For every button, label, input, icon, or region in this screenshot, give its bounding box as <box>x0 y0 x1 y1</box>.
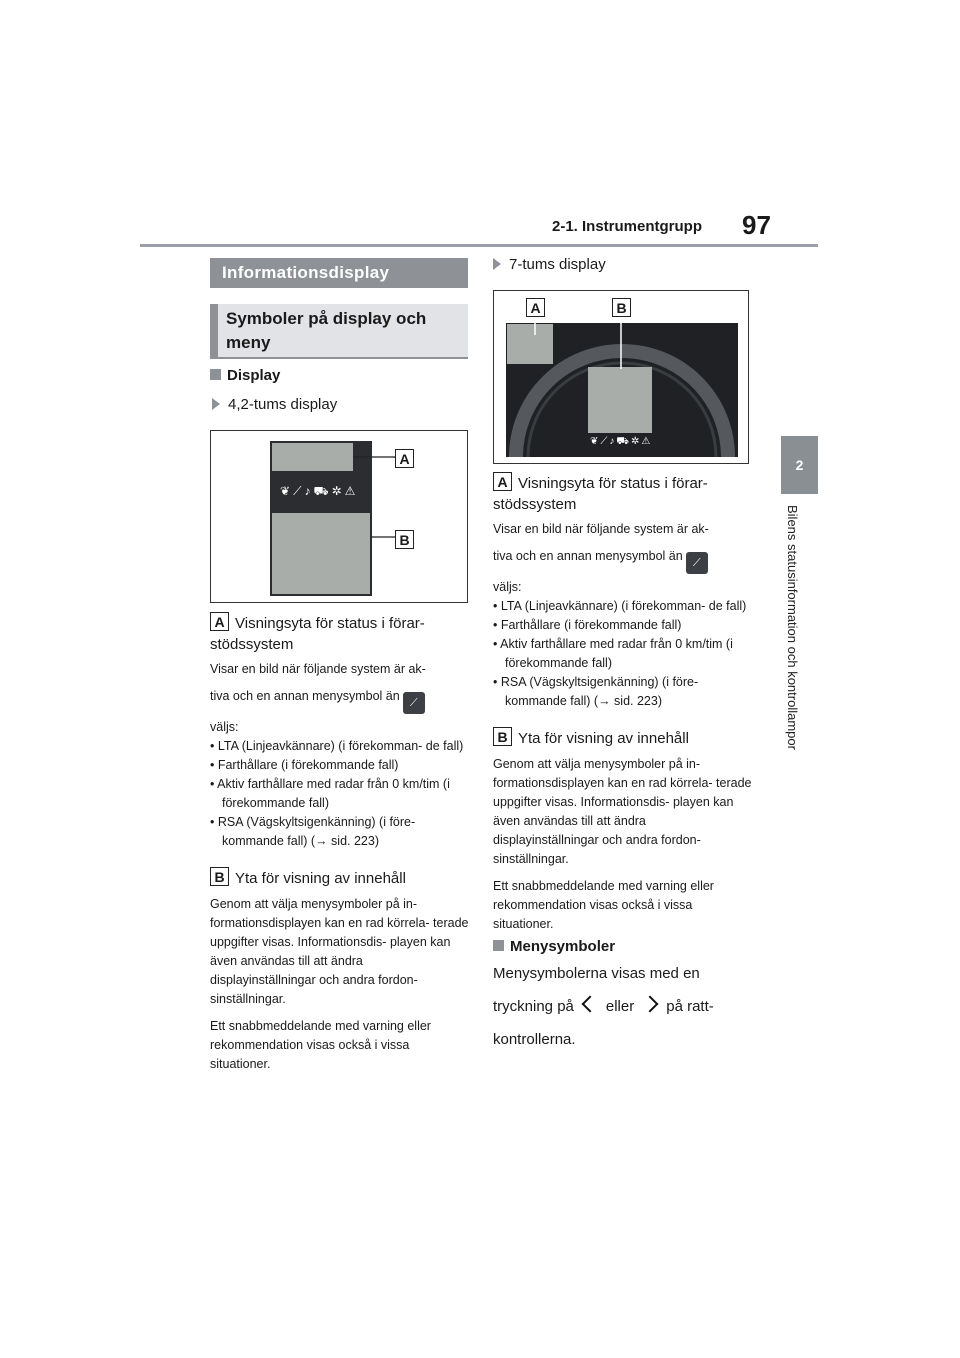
lane-assist-menu-icon: ⟋ <box>403 692 425 714</box>
label-a: A <box>210 612 229 631</box>
callout-a: A <box>526 298 545 317</box>
subsection-banner: Symboler på display och meny <box>210 304 468 359</box>
warning-triangle-icon: ⚠ <box>344 484 359 498</box>
figure-4inch-display <box>210 430 468 603</box>
callout-lines <box>494 291 750 465</box>
a-title: A Visningsyta för status i förar- stödssystem <box>210 614 425 653</box>
a-title: A Visningsyta för status i förar- stödssystem <box>493 474 708 513</box>
square-bullet-icon <box>493 940 504 951</box>
display-heading: Display <box>210 367 280 384</box>
eco-leaf-icon: ❦ <box>280 484 294 498</box>
list-item: • Aktiv farthållare med radar från 0 km/tim (i förekommande fall) <box>210 777 450 810</box>
label-b: B <box>493 727 512 746</box>
music-note-icon: ♪ <box>609 436 617 447</box>
list-item: • LTA (Linjeavkännare) (i förekomman- de fall) <box>493 599 747 613</box>
warning-triangle-icon: ⚠ <box>641 436 653 447</box>
b-title: B Yta för visning av innehåll <box>210 867 468 889</box>
menu-heading: Menysymboler <box>493 938 615 955</box>
lane-assist-menu-icon: ⟋ <box>686 552 708 574</box>
gear-icon: ✲ <box>630 436 642 447</box>
section-title: 2-1. Instrumentgrupp <box>552 218 703 235</box>
lane-assist-icon: ⟋ <box>293 484 305 498</box>
chapter-tab: 2 <box>781 436 818 494</box>
label-b: B <box>210 867 229 886</box>
list-item: • RSA (Vägskyltsigenkänning) (i före- kommande fall) (→ sid. 223) <box>493 675 699 708</box>
triangle-bullet-icon <box>493 258 501 270</box>
display-7inch-heading: 7-tums display <box>493 256 606 273</box>
section-banner: Informationsdisplay <box>210 258 468 288</box>
label-a: A <box>493 472 512 491</box>
callout-b: B <box>395 530 414 549</box>
a-description: Visar en bild när följande system är ak- tiva och en annan menysymbol än ⟋ väljs: • LTA (Linjeavkännare) (i förekomman- de fall) • Farthållare (i förekommande fall) • Aktiv farthållare med radar från 0 km/tim (i förekommande fall) • RSA (Vägskyltsigenkänning) (i före- kommande fall) (→ sid. 223) <box>210 660 472 851</box>
chevron-right-icon <box>642 996 659 1013</box>
list-item: • LTA (Linjeavkännare) (i förekomman- de fall) <box>210 739 464 753</box>
chapter-title: Bilens statusinformation och kontrollampor <box>785 505 800 750</box>
eco-leaf-icon: ❦ <box>590 436 601 447</box>
a-description: Visar en bild när följande system är ak- tiva och en annan menysymbol än ⟋ väljs: • LTA (Linjeavkännare) (i förekomman- de fall) • Farthållare (i förekommande fall) • Aktiv farthållare med radar från 0 km/tim (i förekommande fall) • RSA (Vägskyltsigenkänning) (i före- kommande fall) (→ sid. 223) <box>493 520 755 711</box>
car-settings-icon: ⛟ <box>616 436 631 447</box>
header-rule <box>140 244 818 247</box>
menu-description: Menysymbolerna visas med en tryckning på eller på ratt- kontrollerna. <box>493 965 714 1048</box>
square-bullet-icon <box>210 369 221 380</box>
b-description: Genom att välja menysymboler på in- formationsdisplayen kan en rad körrela- terade uppgifter visas. Informationsdis- playen kan även användas till att ändra displayinställningar och andra fordon- sinställningar. Ett snabbmeddelande med varning eller rekommendation visas också i vissa situationer. <box>210 897 469 1071</box>
list-item: • RSA (Vägskyltsigenkänning) (i före- kommande fall) (→ sid. 223) <box>210 815 416 848</box>
triangle-bullet-icon <box>212 398 220 410</box>
callout-a: A <box>395 449 414 468</box>
b-title: B Yta för visning av innehåll <box>493 727 753 749</box>
b-description: Genom att välja menysymboler på in- formationsdisplayen kan en rad körrela- terade uppgifter visas. Informationsdis- playen kan även användas till att ändra displayinställningar och andra fordon- sinställningar. Ett snabbmeddelande med varning eller rekommendation visas också i vissa situationer. <box>493 757 752 931</box>
music-note-icon: ♪ <box>304 484 314 498</box>
car-settings-icon: ⛟ <box>313 484 332 498</box>
gear-icon: ✲ <box>331 484 345 498</box>
list-item: • Farthållare (i förekommande fall) <box>210 758 399 772</box>
page-number: 97 <box>742 210 771 240</box>
figure-7inch-display <box>493 290 749 464</box>
callout-b: B <box>612 298 631 317</box>
list-item: • Farthållare (i förekommande fall) <box>493 618 682 632</box>
lane-assist-icon: ⟋ <box>600 436 610 447</box>
display-4inch-heading: 4,2-tums display <box>212 396 337 413</box>
callout-lines <box>211 431 469 604</box>
chevron-left-icon <box>581 996 598 1013</box>
list-item: • Aktiv farthållare med radar från 0 km/tim (i förekommande fall) <box>493 637 733 670</box>
